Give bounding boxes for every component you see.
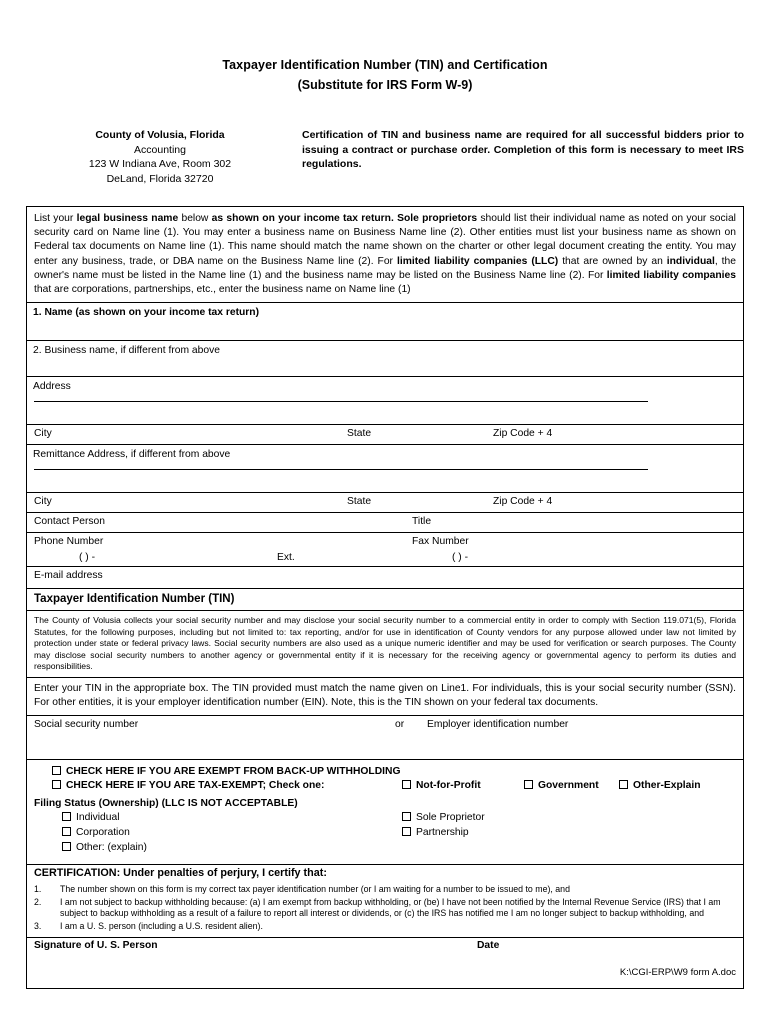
certification-list bbox=[27, 882, 743, 936]
certification-item-number: 3. bbox=[34, 920, 42, 931]
city-state-zip-row[interactable] bbox=[27, 425, 743, 445]
tin-number-row[interactable] bbox=[27, 716, 743, 760]
intro-p4: that are owned by an bbox=[558, 255, 667, 267]
option-partnership[interactable] bbox=[402, 827, 469, 838]
organization-department: Accounting bbox=[134, 143, 186, 156]
footer-file-path: K:\CGI-ERP\W9 form A.doc bbox=[619, 967, 736, 978]
remittance-zip-label: Zip Code + 4 bbox=[493, 496, 553, 508]
checkbox-corporation[interactable] bbox=[62, 827, 71, 836]
checkbox-government[interactable] bbox=[524, 780, 533, 789]
contact-title-label: Title bbox=[412, 516, 432, 528]
name-field-label: 1. Name (as shown on your income tax return) bbox=[33, 307, 260, 319]
checkbox-not-for-profit[interactable] bbox=[402, 780, 411, 789]
other-explain-label: Other-Explain bbox=[633, 780, 701, 792]
name-field-row[interactable] bbox=[27, 303, 743, 341]
form-title-block bbox=[26, 0, 744, 92]
remittance-address-row[interactable] bbox=[27, 445, 743, 493]
exempt-tax-exempt-row[interactable] bbox=[34, 780, 736, 794]
signature-label: Signature of U. S. Person bbox=[34, 939, 158, 951]
phone-fax-row[interactable] bbox=[27, 533, 743, 567]
certification-item-text: I am not subject to backup withholding because: (a) I am exempt from backup withholding, or (be) I have not been notified by the Internal Revenue Service (IRS) that I am subject to backup withholding as a result of a failure to report all interest or dividends, or (c) the IRS has notified me I am no longer subject to backup withholding, and bbox=[60, 896, 721, 919]
intro-b2: as shown on your income tax return. Sole proprietors bbox=[211, 213, 478, 224]
partnership-label: Partnership bbox=[416, 827, 469, 839]
tin-instructions-text: Enter your TIN in the appropriate box. The TIN provided must match the name given on Line1. For individuals, this is your social security number (SSN). For other entities, it is your employer identification number (EIN). Note, this is the TIN shown on your federal tax documents. bbox=[34, 682, 736, 708]
organization-block bbox=[26, 128, 294, 186]
date-label: Date bbox=[477, 939, 500, 951]
certification-section bbox=[27, 865, 743, 937]
intro-b4: individual bbox=[666, 255, 715, 267]
checkbox-other[interactable] bbox=[62, 842, 71, 851]
signature-labels-row bbox=[27, 938, 743, 956]
exempt-tax-exempt-label: CHECK HERE IF YOU ARE TAX-EXEMPT; Check one: bbox=[66, 780, 325, 792]
form-title: Taxpayer Identification Number (TIN) and Certification bbox=[222, 58, 548, 72]
remittance-city-state-zip-row[interactable] bbox=[27, 493, 743, 513]
form-body bbox=[26, 206, 744, 989]
remittance-state-label: State bbox=[347, 496, 372, 508]
intro-b3: limited liability companies (LLC) bbox=[396, 255, 559, 267]
phone-ext-label: Ext. bbox=[277, 552, 295, 564]
intro-text bbox=[27, 207, 743, 302]
checkbox-individual[interactable] bbox=[62, 812, 71, 821]
phone-input-mask[interactable]: ( ) - bbox=[79, 552, 96, 564]
organization-address: 123 W Indiana Ave, Room 302 bbox=[88, 158, 232, 170]
address-write-line bbox=[34, 401, 648, 402]
checkbox-sole-proprietor[interactable] bbox=[402, 812, 411, 821]
checkbox-exempt-backup-withholding[interactable] bbox=[52, 766, 61, 775]
option-sole-proprietor[interactable] bbox=[402, 812, 485, 823]
tin-heading: Taxpayer Identification Number (TIN) bbox=[34, 593, 235, 606]
intro-p6: that are corporations, partnerships, etc., enter the business name on Name line (1) bbox=[34, 284, 411, 296]
corporation-label: Corporation bbox=[76, 827, 130, 839]
fax-number-label: Fax Number bbox=[412, 536, 469, 548]
tin-disclosure-text: The County of Volusia collects your social security number and may disclose your social security number to a commercial entity in order to comply with Section 119.071(5), Florida Statutes, for the following purposes, including but not limited to: tax reporting, and/or for use in identification of County vendors for any purpose allowed under law not limited by protection under state or federal privacy laws. Social security numbers are also used as a unique numeric identifier and may be used for verification or search purposes. The County may disclose social security numbers to another agency or governmental entity if it is necessary for the receiving agency or governmental agency to perform its duties and responsibilities. bbox=[34, 615, 736, 672]
certification-item bbox=[34, 897, 736, 920]
exempt-backup-withholding-label: CHECK HERE IF YOU ARE EXEMPT FROM BACK-UP WITHHOLDING bbox=[66, 766, 401, 778]
tin-heading-row bbox=[27, 589, 743, 611]
option-other[interactable] bbox=[62, 842, 147, 853]
contact-person-label: Contact Person bbox=[34, 516, 105, 528]
sole-proprietor-label: Sole Proprietor bbox=[416, 812, 485, 824]
filing-status-options bbox=[34, 812, 736, 860]
certification-item-number: 2. bbox=[34, 896, 42, 907]
address-field-label: Address bbox=[33, 381, 71, 393]
certification-heading: CERTIFICATION: Under penalties of perjury, I certify that: bbox=[34, 867, 327, 880]
certification-item-number: 1. bbox=[34, 884, 42, 895]
individual-label: Individual bbox=[76, 812, 120, 824]
email-label: E-mail address bbox=[34, 570, 103, 582]
intro-b1: legal business name bbox=[76, 213, 179, 224]
email-row[interactable] bbox=[27, 567, 743, 589]
intro-p5: , the owner's name must be listed in the Name line (1) and the business name may be listed on the Business Name line (2). For bbox=[34, 255, 736, 281]
remittance-city-label: City bbox=[34, 496, 52, 508]
ein-label: Employer identification number bbox=[427, 719, 569, 731]
checkbox-tax-exempt[interactable] bbox=[52, 780, 61, 789]
address-field-row[interactable] bbox=[27, 377, 743, 425]
certification-item bbox=[34, 921, 736, 933]
government-label: Government bbox=[538, 780, 599, 792]
form-subtitle: (Substitute for IRS Form W-9) bbox=[297, 78, 473, 92]
exempt-section bbox=[27, 760, 743, 865]
business-name-field-row[interactable] bbox=[27, 341, 743, 377]
intro-p3: should list their individual name as noted on your social security card on Name line (1). You may enter a business name on Business Name line (2). Other entities must list your business name as shown on Federal tax documents on Name line (1). This name should match the name shown on the charter or other legal document creating the entity. You may enter any business, trade, or DBA name on the Business Name line (2). For bbox=[34, 213, 736, 267]
checkbox-other-explain[interactable] bbox=[619, 780, 628, 789]
organization-city-state-zip: DeLand, Florida 32720 bbox=[106, 172, 214, 185]
option-corporation[interactable] bbox=[62, 827, 130, 838]
tin-instructions-row bbox=[27, 678, 743, 716]
tin-disclosure-row bbox=[27, 611, 743, 678]
not-for-profit-label: Not-for-Profit bbox=[416, 780, 481, 792]
phone-number-label: Phone Number bbox=[34, 536, 104, 548]
checkbox-partnership[interactable] bbox=[402, 827, 411, 836]
filing-status-heading: Filing Status (Ownership) (LLC IS NOT ACCEPTABLE) bbox=[34, 798, 298, 810]
certification-item-text: I am a U. S. person (including a U.S. resident alien). bbox=[60, 920, 263, 931]
signature-section[interactable] bbox=[27, 938, 743, 988]
intro-p2: below bbox=[178, 213, 212, 224]
contact-person-row[interactable] bbox=[27, 513, 743, 533]
header-row bbox=[26, 128, 744, 186]
other-label: Other: (explain) bbox=[76, 842, 147, 854]
state-label: State bbox=[347, 428, 372, 440]
intro-p1: List your bbox=[34, 213, 77, 224]
ssn-label: Social security number bbox=[34, 719, 139, 731]
business-name-field-label: 2. Business name, if different from above bbox=[33, 345, 220, 357]
option-individual[interactable] bbox=[62, 812, 120, 823]
remittance-write-line bbox=[34, 469, 648, 470]
certification-item-text: The number shown on this form is my correct tax payer identification number (or I am waiting for a number to be issued to me), and bbox=[60, 884, 570, 895]
fax-input-mask[interactable]: ( ) - bbox=[452, 552, 469, 564]
option-other-explain[interactable] bbox=[619, 780, 701, 791]
option-government[interactable] bbox=[524, 780, 599, 791]
intro-section bbox=[27, 207, 743, 303]
organization-name: County of Volusia, Florida bbox=[95, 129, 225, 141]
exempt-backup-withholding-row[interactable] bbox=[34, 766, 736, 777]
exempt-inner bbox=[27, 760, 743, 864]
intro-b5: limited liability companies bbox=[606, 269, 736, 281]
city-label: City bbox=[34, 428, 52, 440]
certification-item bbox=[34, 884, 736, 896]
certification-notice: Certification of TIN and business name are required for all successful bidders prior to issuing a contract or purchase order. Completion of this form is necessary to meet IRS regulations. bbox=[302, 129, 744, 170]
zip-label: Zip Code + 4 bbox=[493, 428, 553, 440]
or-label: or bbox=[395, 719, 405, 731]
option-not-for-profit[interactable] bbox=[402, 780, 481, 791]
remittance-address-label: Remittance Address, if different from above bbox=[33, 449, 231, 461]
